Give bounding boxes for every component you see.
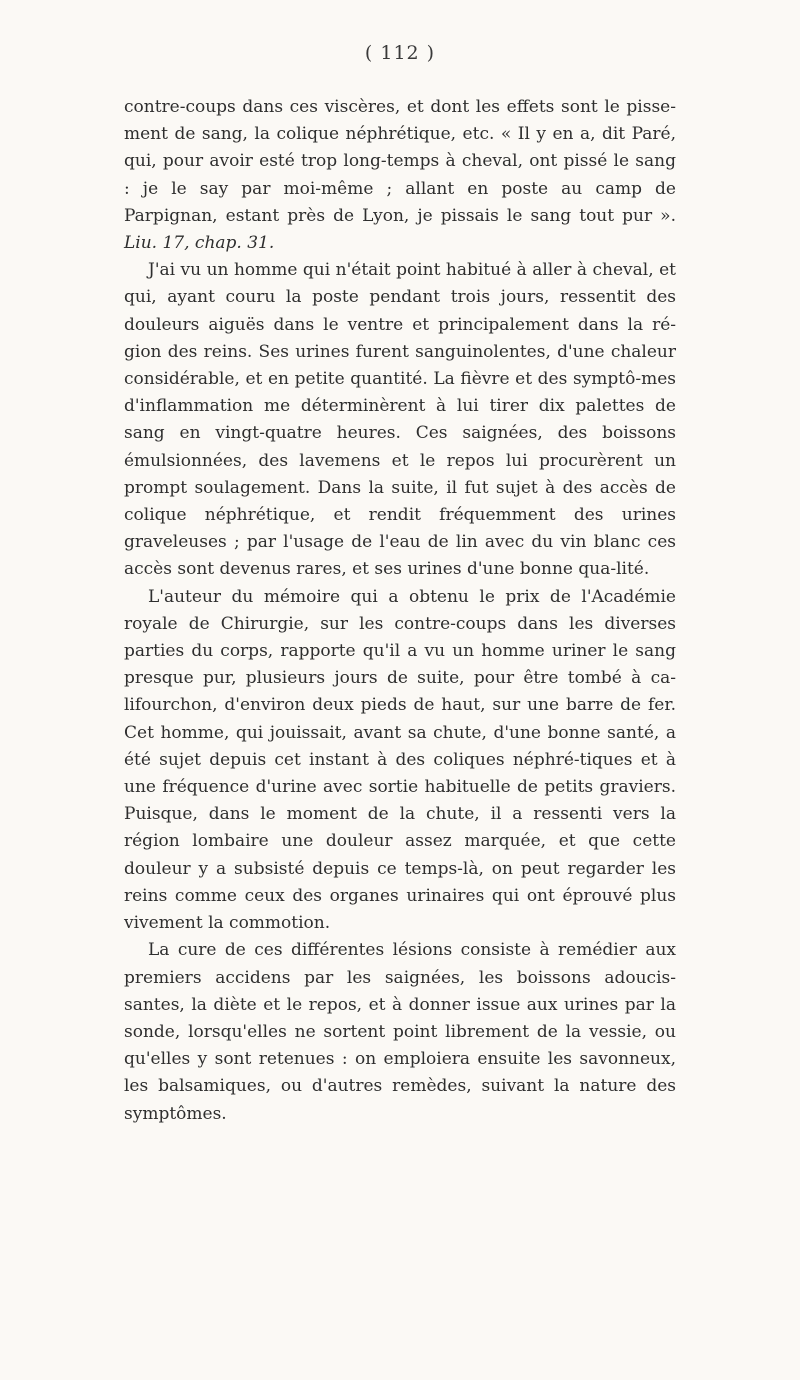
paragraph-3 (124, 584, 676, 938)
paragraph-1-text: contre-coups dans ces viscères, et dont les effets sont le pisse-ment de sang, la colique néphrétique, etc. « Il y en a, dit Paré, qui, pour avoir esté trop long-temps à cheval, ont pissé le sang : je le say par moi-même ; allant en poste au camp de Parpignan, estant près de Lyon, je pissais le sang tout pur ». (124, 97, 676, 226)
paragraph-4-text: La cure de ces différentes lésions consiste à remédier aux premiers accidens par les saignées, les boissons adoucis-santes, la diète et le repos, et à donner issue aux urines par la sonde, lorsqu'elles ne sortent point librement de la vessie, ou qu'elles y sont retenues : on emploiera ensuite les savonneux, les balsamiques, ou d'autres remèdes, suivant la nature des symptômes. (124, 940, 676, 1124)
paragraph-4 (124, 937, 676, 1127)
paragraph-3-text: L'auteur du mémoire qui a obtenu le prix de l'Académie royale de Chirurgie, sur les contre-coups dans les diverses parties du corps, rapporte qu'il a vu un homme uriner le sang presque pur, plusieurs jours de suite, pour être tombé à ca-lifourchon, d'environ deux pieds de haut, sur une barre de fer. Cet homme, qui jouissait, avant sa chute, d'une bonne santé, a été sujet depuis cet instant à des coliques néphré-tiques et à une fréquence d'urine avec sortie habituelle de petits graviers. Puisque, dans le moment de la chute, il a ressenti vers la région lombaire une douleur assez marquée, et que cette douleur y a subsisté depuis ce temps-là, on peut regarder les reins comme ceux des organes urinaires qui ont éprouvé plus vivement la commotion. (124, 586, 676, 934)
paragraph-2-text: J'ai vu un homme qui n'était point habitué à aller à cheval, et qui, ayant couru la poste pendant trois jours, ressentit des douleurs aiguës dans le ventre et principalement dans la ré-gion des reins. Ses urines furent sanguinolentes, d'une chaleur considérable, et en petite quantité. La fièvre et des symptô-mes d'inflammation me déterminèrent à lui tirer dix palettes de sang en vingt-quatre heures. Ces saignées, des boissons émulsionnées, des lavemens et le repos lui procurèrent un prompt soulagement. Dans la suite, il fut sujet à des accès de colique néphrétique, et rendit fréquemment des urines graveleuses ; par l'usage de l'eau de lin avec du vin blanc ces accès sont devenus rares, et ses urines d'une bonne qua-lité. (124, 260, 676, 580)
paragraph-1 (124, 94, 676, 257)
paragraph-2 (124, 257, 676, 583)
page-number: ( 112 ) (364, 42, 436, 64)
body-text (124, 94, 676, 1128)
citation: Liu. 17, chap. 31. (124, 233, 275, 254)
